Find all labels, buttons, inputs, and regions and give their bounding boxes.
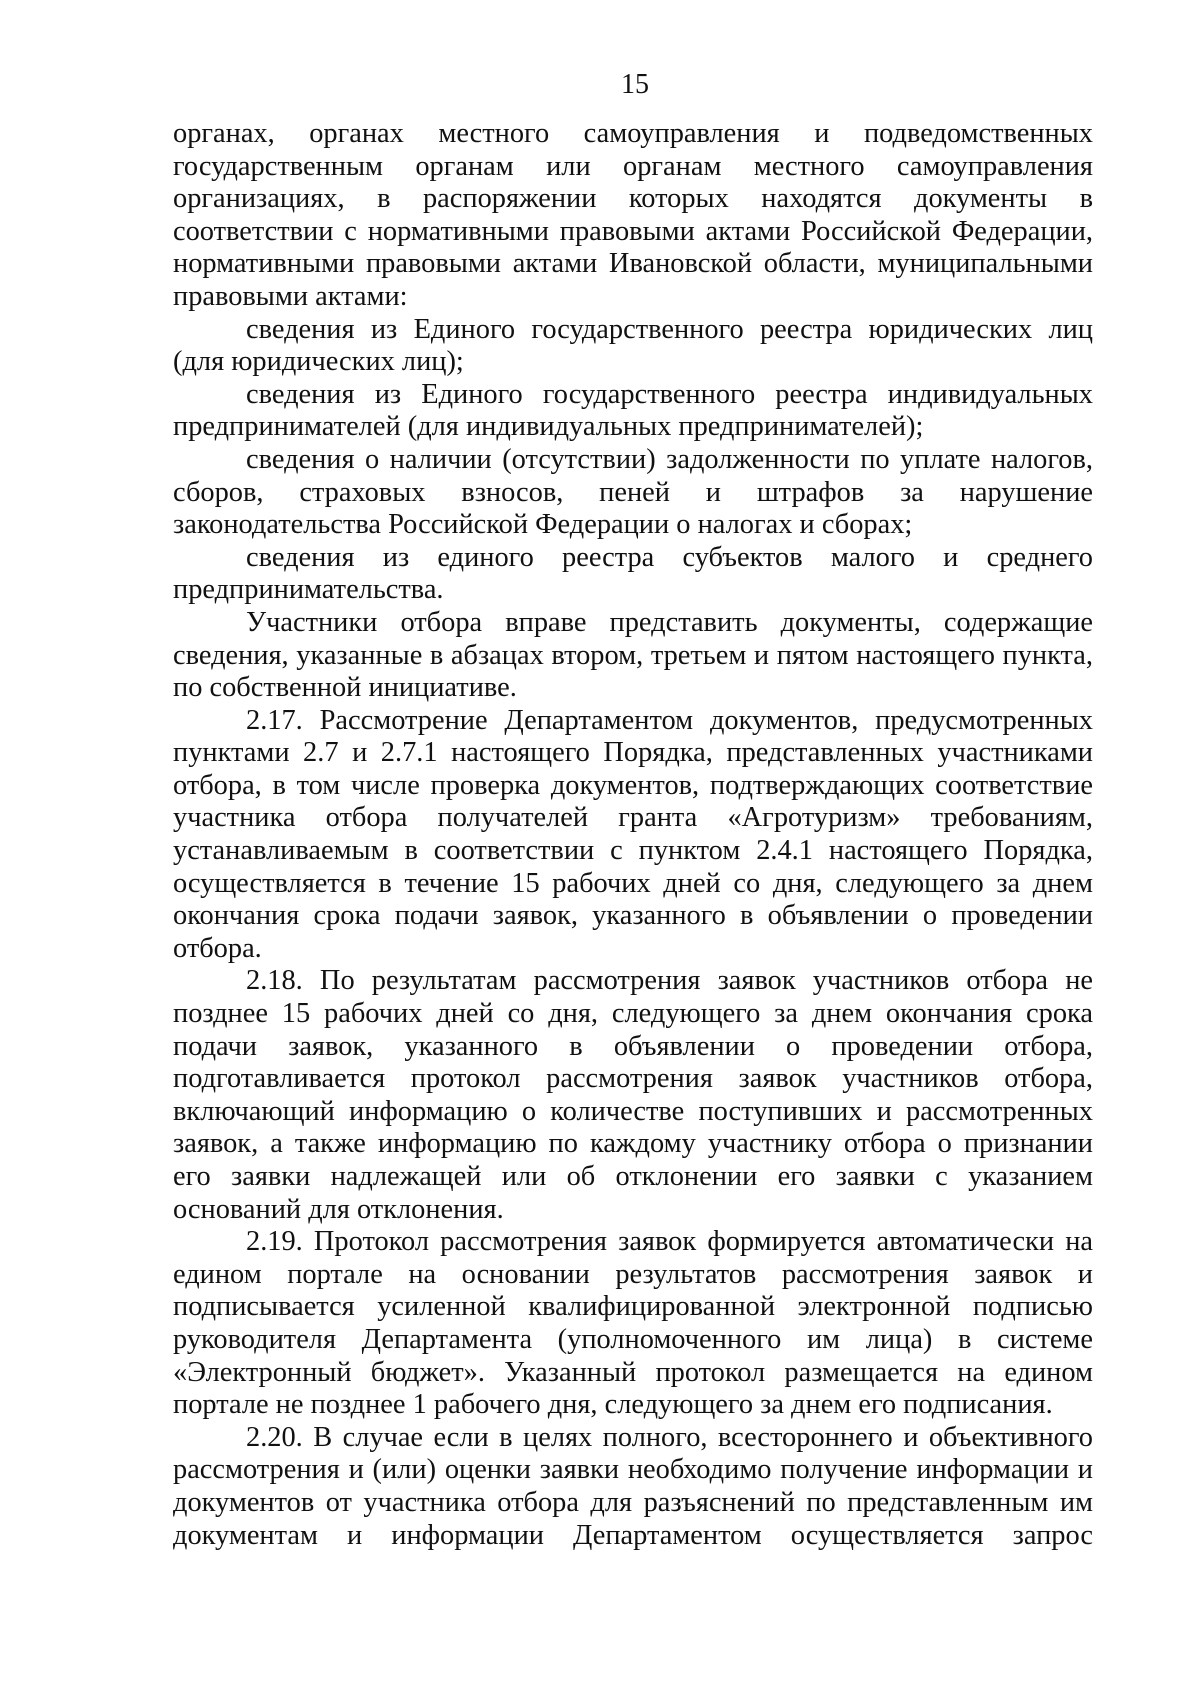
paragraph-tax-debt: сведения о наличии (отсутствии) задолженности по уплате налогов, сборов, страховых взносов, пеней и штрафов за нарушение законодательства Российской Федерации о налогах и сборах; <box>173 443 1093 541</box>
paragraph-egrip: сведения из Единого государственного реестра индивидуальных предпринимателей (для индивидуальных предпринимателей); <box>173 378 1093 443</box>
paragraph-sme-register: сведения из единого реестра субъектов малого и среднего предпринимательства. <box>173 541 1093 606</box>
page-body <box>173 118 1093 1552</box>
paragraph-participants-initiative: Участники отбора вправе представить документы, содержащие сведения, указанные в абзацах втором, третьем и пятом настоящего пункта, по собственной инициативе. <box>173 606 1093 704</box>
page-number: 15 <box>621 69 649 100</box>
paragraph-2-20: 2.20. В случае если в целях полного, всестороннего и объективного рассмотрения и (или) оценки заявки необходимо получение информации и документов от участника отбора для разъяснений по представленным им документам и информации Департаментом осуществляется запрос <box>173 1421 1093 1551</box>
paragraph-2-19: 2.19. Протокол рассмотрения заявок формируется автоматически на едином портале на основании результатов рассмотрения заявок и подписывается усиленной квалифицированной электронной подписью руководителя Департамента (уполномоченного им лица) в системе «Электронный бюджет». Указанный протокол размещается на едином портале не позднее 1 рабочего дня, следующего за днем его подписания. <box>173 1226 1093 1421</box>
paragraph-continuation: органах, органах местного самоуправления и подведомственных государственным органам или органам местного самоуправления организациях, в распоряжении которых находятся документы в соответствии с нормативными правовыми актами Российской Федерации, нормативными правовыми актами Ивановской области, муниципальными правовыми актами: <box>173 118 1093 312</box>
paragraph-egrul: сведения из Единого государственного реестра юридических лиц (для юридических лиц); <box>173 313 1093 378</box>
paragraph-2-17: 2.17. Рассмотрение Департаментом документов, предусмотренных пунктами 2.7 и 2.7.1 настоящего Порядка, представленных участниками отбора, в том числе проверка документов, подтверждающих соответствие участника отбора получателей гранта «Агротуризм» требованиям, устанавливаемым в соответствии с пунктом 2.4.1 настоящего Порядка, осуществляется в течение 15 рабочих дней со дня, следующего за днем окончания срока подачи заявок, указанного в объявлении о проведении отбора. <box>173 704 1093 964</box>
paragraph-2-18: 2.18. По результатам рассмотрения заявок участников отбора не позднее 15 рабочих дней со дня, следующего за днем окончания срока подачи заявок, указанного в объявлении о проведении отбора, подготавливается протокол рассмотрения заявок участников отбора, включающий информацию о количестве поступивших и рассмотренных заявок, а также информацию по каждому участнику отбора о признании его заявки надлежащей или об отклонении его заявки с указанием оснований для отклонения. <box>173 965 1093 1225</box>
